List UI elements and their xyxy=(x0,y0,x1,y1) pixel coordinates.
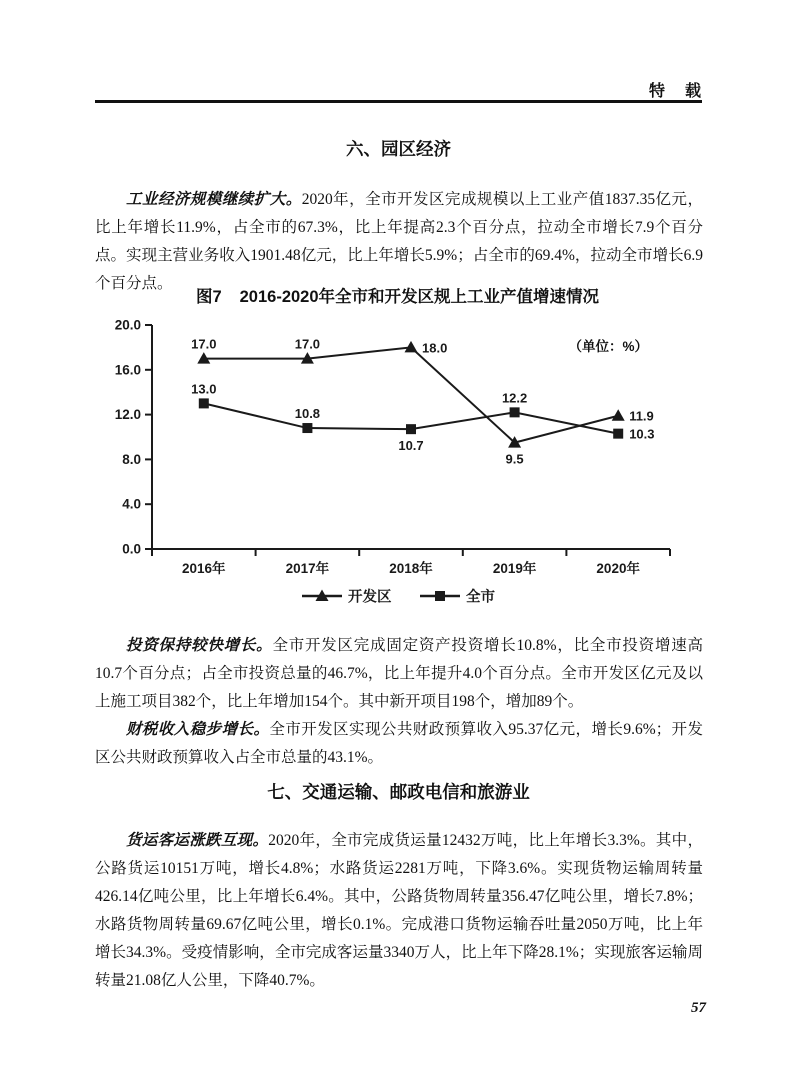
data-label: 10.3 xyxy=(629,426,655,442)
y-axis-label: 12.0 xyxy=(114,407,141,423)
y-axis-label: 4.0 xyxy=(122,496,141,512)
data-label: 18.0 xyxy=(422,340,448,356)
figure7-line-chart xyxy=(95,316,700,616)
paragraph-lead: 财税收入稳步增长。 xyxy=(126,721,270,738)
unit-label: （单位：%） xyxy=(568,339,648,354)
x-axis-label: 2020年 xyxy=(596,561,640,576)
paragraph-lead: 投资保持较快增长。 xyxy=(126,637,273,654)
data-label: 9.5 xyxy=(505,451,524,467)
figure7-block xyxy=(95,283,700,616)
data-label: 11.9 xyxy=(629,408,654,424)
data-label: 10.8 xyxy=(294,406,321,422)
data-label: 17.0 xyxy=(294,336,321,352)
running-header: 特 载 xyxy=(648,83,703,100)
y-axis-label: 20.0 xyxy=(114,317,141,333)
square-marker xyxy=(613,429,623,439)
x-axis-label: 2017年 xyxy=(285,561,330,576)
legend-square-marker xyxy=(435,591,445,601)
data-label: 12.2 xyxy=(501,390,528,406)
paragraph-industry xyxy=(95,186,703,298)
page-number: 57 xyxy=(691,1000,706,1016)
y-axis-label: 0.0 xyxy=(122,541,141,557)
paragraph-transport xyxy=(95,827,703,995)
legend-label: 全市 xyxy=(466,589,495,606)
paragraph-lead: 工业经济规模继续扩大。 xyxy=(126,191,302,208)
x-axis-label: 2019年 xyxy=(492,561,537,576)
figure-number: 图7 xyxy=(195,288,222,306)
legend-label: 开发区 xyxy=(348,589,392,606)
section-title-6: 六、园区经济 xyxy=(346,139,451,159)
paragraph-body: 2020年，全市开发区完成规模以上工业产值1837.35亿元，比上年增长11.9%，占全市的67.3%，比上年提高2.3个百分点，拉动全市增长7.9个百分点。实现主营业务收入1901.48亿元，比上年增长5.9%；占全市的69.4%，拉动全市增长6.9个百分点。 xyxy=(95,191,703,292)
figure-caption xyxy=(95,283,700,309)
y-axis-label: 16.0 xyxy=(114,362,141,378)
data-label: 17.0 xyxy=(191,336,217,352)
data-label: 13.0 xyxy=(191,381,217,397)
x-axis-label: 2018年 xyxy=(389,561,433,576)
paragraphs-investment-finance xyxy=(95,632,703,772)
y-axis-label: 8.0 xyxy=(122,451,141,467)
header-rule xyxy=(95,100,702,103)
square-marker xyxy=(406,424,416,434)
x-axis-label: 2016年 xyxy=(182,561,226,576)
paragraph-body: 全市开发区完成固定资产投资增长10.8%，比全市投资增速高10.7个百分点；占全市投资总量的46.7%，比上年提升4.0个百分点。全市开发区亿元及以上施工项目382个，比上年增加154个。其中新开项目198个，增加89个。 xyxy=(95,637,703,710)
square-marker xyxy=(199,398,209,408)
square-marker xyxy=(510,407,520,417)
section-title-7: 七、交通运输、邮政电信和旅游业 xyxy=(267,782,530,802)
data-label: 10.7 xyxy=(398,438,424,454)
triangle-marker xyxy=(612,409,625,421)
triangle-marker xyxy=(405,341,418,353)
paragraph-body: 2020年，全市完成货运量12432万吨，比上年增长3.3%。其中，公路货运10151万吨，增长4.8%；水路货运2281万吨，下降3.6%。实现货物运输周转量426.14亿吨公里，比上年增长6.4%。其中，公路货物周转量356.47亿吨公里，增长7.8%；水路货物周转量69.67亿吨公里，增长0.1%。完成港口货物运输吞吐量2050万吨，比上年增长34.3%。受疫情影响，全市完成客运量3340万人，比上年下降28.1%；实现旅客运输周转量21.08亿人公里，下降40.7%。 xyxy=(95,832,703,989)
figure-title: 2016-2020年全市和开发区规上工业产值增速情况 xyxy=(239,288,600,306)
square-marker xyxy=(302,423,312,433)
paragraph-lead: 货运客运涨跌互现。 xyxy=(126,832,269,849)
paragraph-body: 全市开发区实现公共财政预算收入95.37亿元，增长9.6%；开发区公共财政预算收入占全市总量的43.1%。 xyxy=(95,721,703,766)
